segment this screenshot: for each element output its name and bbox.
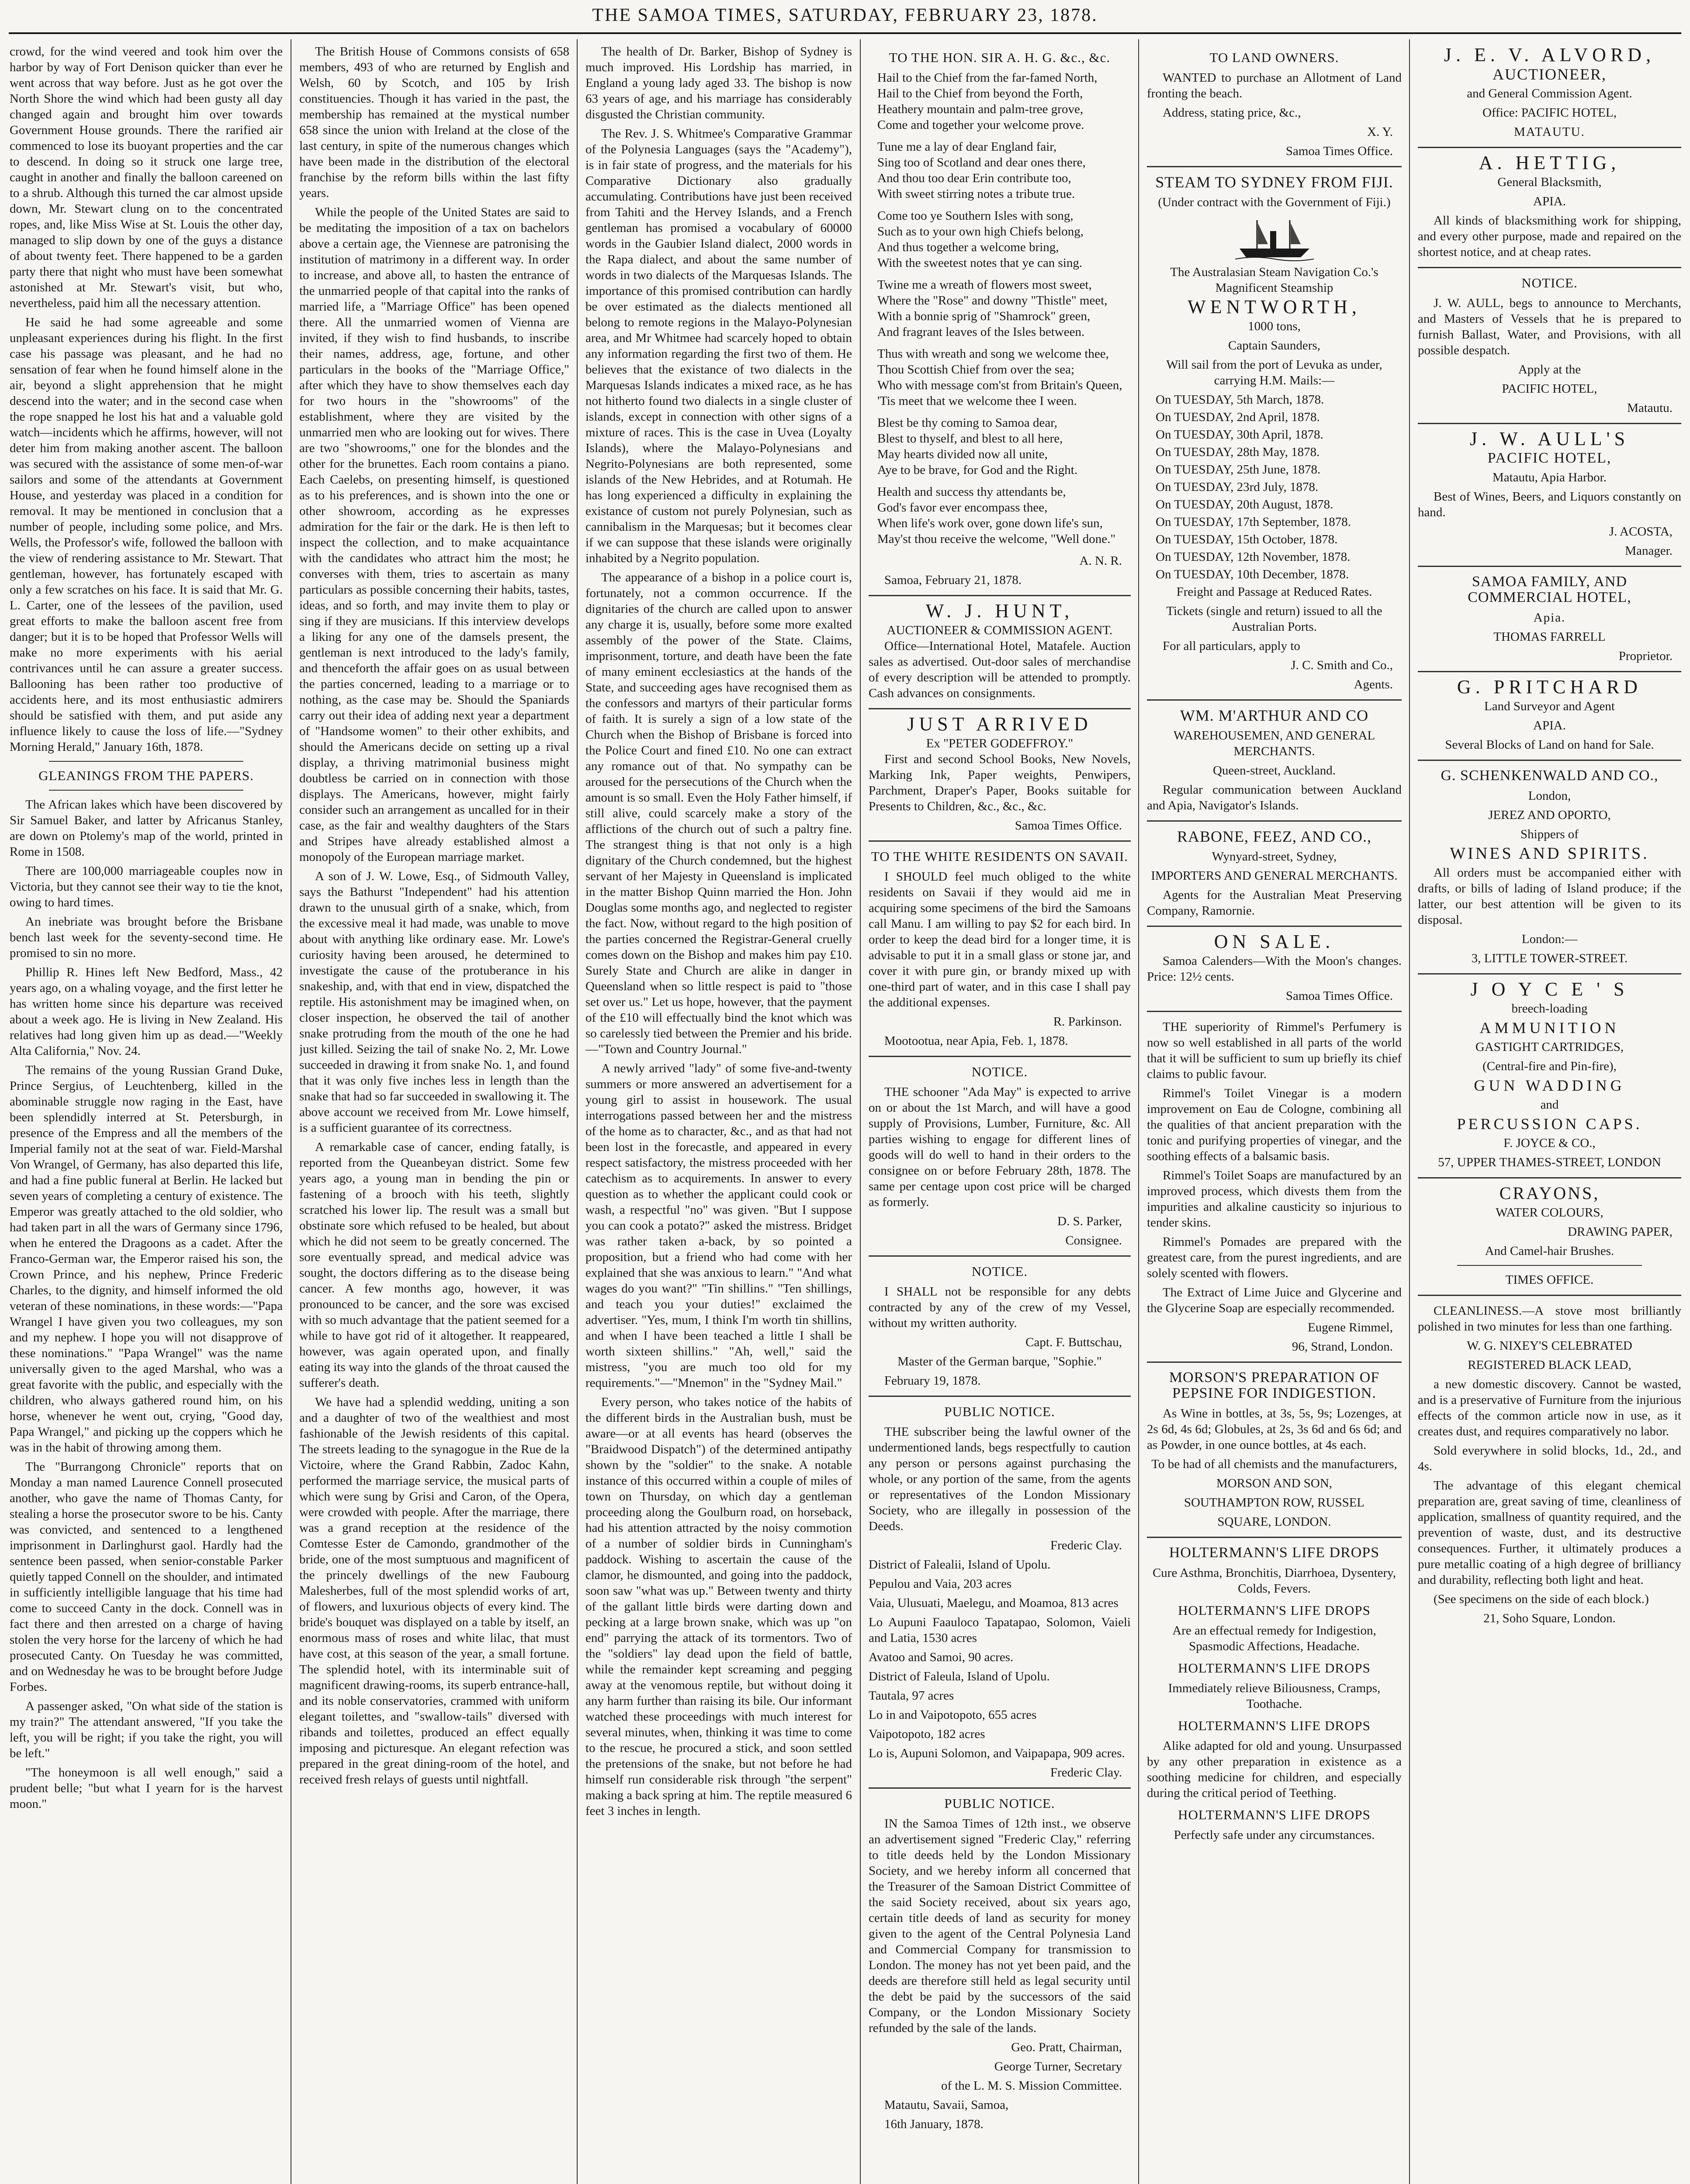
sailing-date: On TUESDAY, 15th October, 1878. [1156, 532, 1338, 546]
land-district: District of Faleula, Island of Upolu. [869, 1669, 1050, 1683]
hettig-ad-subtitle: General Blacksmith, [1497, 175, 1602, 189]
column-1 [10, 44, 283, 2184]
holtermann-ad-body: Are an effectual remedy for Indigestion, Spasmodic Affections, Headache. [1172, 1624, 1376, 1653]
arrived-ad-body: First and second School Books, New Novels, Marking Ink, Paper weights, Penwipers, Parchment, Draper's Paper, Books suitable for Presents to Children, &c., &c., &c. [869, 752, 1131, 813]
steam-ad-title: STEAM TO SYDNEY FROM FIJI. [1155, 173, 1393, 191]
pritchard-ad-title: G. PRITCHARD [1457, 676, 1642, 698]
poem-line: Where the "Rose" and downy "Thistle" meet, [877, 294, 1108, 308]
sailing-date: On TUESDAY, 30th April, 1878. [1156, 428, 1323, 442]
sailing-date: On TUESDAY, 10th December, 1878. [1156, 567, 1349, 581]
divider [1457, 1265, 1642, 1266]
sailing-date: On TUESDAY, 17th September, 1878. [1156, 515, 1351, 529]
waulls-ad-title: J. W. AULL'S [1469, 428, 1630, 449]
waulls-ad-signature: J. ACOSTA, [1609, 525, 1673, 539]
masthead: THE SAMOA TIMES, SATURDAY, FEBRUARY 23, 1878. [592, 5, 1098, 25]
sailing-date: On TUESDAY, 2nd April, 1878. [1156, 410, 1320, 424]
notice-body: I SHALL not be responsible for any debts contracted by any of the crew of my Vessel, without my written authority. [869, 1285, 1131, 1330]
joyce-ad-cartridges: GASTIGHT CARTRIDGES, [1475, 1040, 1624, 1054]
news-item: The "Burrangong Chronicle" reports that on Monday a man named Laurence Connell prosecuted another, who gave the name of Thomas Canty, for stealing a horse the prosecutor swore to be his. Canty was convicted, and sentenced to a lengthened imprisonment in Darlinghurst gaol. Hardly had the sentence been passed, when senior-constable Parker quietly tapped Connell on the shoulder, and intimated in sufficiently intelligible language that his time had come to succeed Canty in the dock. Connell was in fact there and then arrested on a charge of having stolen the very horse for the larceny of which he had prosecuted Canty. On Tuesday he was committed, and on Wednesday he was to be brought before Judge Forbes. [10, 1460, 283, 1694]
waulls-ad-body: Best of Wines, Beers, and Liquors constantly on hand. [1418, 490, 1681, 519]
aull-notice-body: J. W. AULL, begs to announce to Merchants, and Masters of Vessels that he is prepared to furnish Ballast, Water, and Provisions, with all possible despatch. [1418, 296, 1681, 357]
morson-ad-stockists: To be had of all chemists and the manufacturers, [1151, 1457, 1397, 1471]
nixey-ad-intro: CLEANLINESS.—A stove most brilliantly polished in two minutes for less than one farthing. [1418, 1304, 1681, 1334]
land-entry: Vaia, Ulusuati, Maelegu, and Moamoa, 813 acres [869, 1596, 1119, 1610]
steam-agent: J. C. Smith and Co., [1291, 658, 1393, 672]
divider [1147, 926, 1402, 927]
poem-line: With sweet stirring notes a tribute true. [877, 187, 1075, 201]
waulls-ad-place: Matautu, Apia Harbor. [1493, 470, 1607, 484]
hunt-ad-body: Office—International Hotel, Matafele. Auction sales as advertised. Out-door sales of merchandise of every description will be attended to promptly. Cash advances on consignments. [869, 639, 1131, 700]
news-item: There are 100,000 marriageable couples now in Victoria, but they cannot see their way to tie the knot, owing to hard times. [10, 864, 283, 909]
waulls-ad-signature-title: Manager. [1625, 544, 1673, 558]
poem-line: When life's work over, gone down life's sun, [877, 516, 1103, 530]
hettig-ad-title: A. HETTIG, [1479, 152, 1621, 173]
nixey-ad-body: Sold everywhere in solid blocks, 1d., 2d., and 4s. [1418, 1444, 1681, 1473]
aull-notice-hotel: PACIFIC HOTEL, [1502, 382, 1597, 396]
divider [1147, 699, 1402, 701]
schenk-ad-london: London:— [1521, 932, 1578, 946]
poem-line: 'Tis meet that we welcome thee I ween. [877, 394, 1077, 408]
joyce-ad-company: F. JOYCE & CO., [1503, 1136, 1596, 1150]
notice-signature: Capt. F. Buttschau, [1025, 1335, 1122, 1349]
poem-line: God's favor ever encompass thee, [877, 501, 1048, 515]
steam-sailing: Will sail from the port of Levuka as under, carrying H.M. Mails:— [1166, 358, 1382, 387]
pritchard-ad-subtitle: Land Surveyor and Agent [1484, 699, 1615, 713]
poem-line: With a bonnie sprig of "Shamrock" green, [877, 309, 1091, 323]
public-notice-date: 16th January, 1878. [884, 2117, 984, 2131]
divider [1418, 147, 1681, 148]
news-item: An inebriate was brought before the Brisbane bench last week for the seventy-second time. He promised to sin no more. [10, 915, 283, 960]
public-notice-signature: Frederic Clay. [1050, 1766, 1122, 1780]
steam-ad-subtitle: (Under contract with the Government of Fiji.) [1158, 195, 1391, 209]
notice-signature-title: Consignee. [1065, 1234, 1122, 1248]
land-entry: Lo is, Aupuni Solomon, and Vaipapapa, 909 acres. [869, 1746, 1125, 1760]
poem-date: Samoa, February 21, 1878. [884, 573, 1022, 587]
crayons-ad-title: CRAYONS, [1499, 1183, 1600, 1203]
land-entry: Vaipotopoto, 182 acres [869, 1727, 985, 1741]
morson-ad-title: MORSON'S PREPARATION OF PEPSINE FOR INDIGESTION. [1169, 1369, 1380, 1401]
news-item: While the people of the United States are said to be meditating the imposition of a tax on bachelors above a certain age, the Viennese are patronising the institution of matrimony in a different way. In order to increase, and above all, to hasten the entrance of the unmarried people of that capital into the ranks of married life, a "Marriage Office" has been opened there. All the unmarried women of Vienna are invited, if they wish to find husbands, to inscribe their names, address, age, fortune, and other particulars in the books of the "Marriage Office," after which they have to show themselves each day for two hours in the "showrooms" of the establishment, where they are visited by the unmarried men who are looking out for wives. There are two "showrooms," one for the blondes and the other for the brunettes. Each room contains a piano. Each Caelebs, on presenting himself, is questioned as to his preferences, and is shown into the one or other showroom, according as he expresses admiration for the fair or the dark. He is then left to inspect the collection, and to make acquaintance with the candidates who attract him the most; he converses with them, tries to ascertain as many particulars as possible concerning their habits, tastes, ideas, and so forth, and may invite them to play or sing if they are musicians. If this interview develops a liking for any one of the damsels present, the gentleman is next introduced to the lady's family, and thenceforth the affair goes on as usual between the parties concerned, leading to a marriage or to nothing, as the case may be. Should the Spaniards carry out their idea of adding next year a department of "Handsome women" to their other exhibits, and should the Americans decide on setting up a rival display, a thriving matrimonial business might doubtless be carried on in connection with those displays. The Americans, however, might fairly consider such an arrangement as uncalled for in their case, as the fair and wealthy daughters of the Stars and Stripes have already established almost a monopoly of the European marriage market. [299, 205, 569, 864]
news-item: A remarkable case of cancer, ending fatally, is reported from the Queanbeyan district. Some few years ago, a young man in bending the pin or fastening of a brooch with his teeth, slightly scratched his lower lip. The result was a small but obstinate sore which refused to be healed, but about which he did not seem to be greatly concerned. The sore eventually spread, and medical advice was sought, the doctors differing as to the disease being cancer. A few months ago, however, it was pronounced to be cancer, and the sore was excised with so much advantage that the patient seemed for a while to have got rid of it altogether. It reappeared, however, was again operated upon, and finally eating its way into the glands of the throat caused the sufferer's death. [299, 1140, 569, 1390]
news-item: The British House of Commons consists of 658 members, 493 of who are returned by English and Welsh, 60 by Scotch, and 105 by Irish constituencies. Though it has varied in the past, the membership has remained at the mystical number 658 since the union with Ireland at the close of the last century, in spite of the numerous changes which have been made in the distribution of the electoral franchise by the reform bills within the last fifty years. [299, 45, 569, 200]
poem-heading: TO THE HON. SIR A. H. G. &c., &c. [889, 50, 1111, 65]
sailing-date: On TUESDAY, 12th November, 1878. [1156, 550, 1351, 564]
hunt-ad-subtitle: AUCTIONEER & COMMISSION AGENT. [887, 623, 1113, 637]
poem-line: Blest be thy coming to Samoa dear, [877, 416, 1058, 430]
savaii-heading: TO THE WHITE RESIDENTS ON SAVAII. [871, 849, 1129, 864]
rimmel-ad-address: 96, Strand, London. [1292, 1340, 1393, 1354]
joyce-ad-title: J O Y C E ' S [1470, 978, 1629, 1000]
joyce-ad-wadding: GUN WADDING [1474, 1077, 1625, 1094]
holtermann-ad-body: Immediately relieve Biliousness, Cramps, Toothache. [1168, 1681, 1381, 1711]
divider [1418, 1177, 1681, 1178]
divider [1147, 1362, 1402, 1363]
divider [869, 708, 1131, 709]
schenk-ad-address: 3, LITTLE TOWER-STREET. [1471, 951, 1628, 965]
family-hotel-owner: THOMAS FARRELL [1493, 630, 1606, 644]
arrived-ad-title: JUST ARRIVED [907, 713, 1092, 735]
poem-line: And thus together a welcome bring, [877, 240, 1059, 254]
column-6 [1418, 44, 1681, 2184]
nixey-ad-title: W. G. NIXEY'S CELEBRATED [1467, 1339, 1632, 1353]
alvord-ad-subtitle: AUCTIONEER, [1493, 66, 1607, 83]
joyce-ad-fire: (Central-fire and Pin-fire), [1482, 1059, 1617, 1073]
arthur-ad-address: Queen-street, Auckland. [1212, 764, 1336, 778]
notice-heading: NOTICE. [971, 1264, 1028, 1279]
holtermann-ad-title: HOLTERMANN'S LIFE DROPS [1178, 1807, 1371, 1822]
land-entry: Tautala, 97 acres [869, 1689, 954, 1703]
land-entry: Lo in and Vaipotopoto, 655 acres [869, 1708, 1037, 1722]
column-divider [1138, 39, 1139, 2184]
family-hotel-title: SAMOA FAMILY, AND COMMERCIAL HOTEL, [1468, 574, 1631, 605]
news-item: A newly arrived "lady" of some five-and-twenty summers or more answered an advertisement for a young girl to assist in housework. The usual interrogations passed between her and the mistress of the home as to character, &c., and as that had not been lost in the forecastle, and appeared in every respect satisfactory, the mistress proceeded with her catechism as to acquirements. In answer to every question as to whether the applicant could cook or wash, a respectful "no" was given. "But I suppose you can cook a potato?" asked the mistress. Bridget was rather taken a-back, by so pointed a proposition, but a friend who had come with her explained that she was anxious to learn." "And what wages do you want?" "Tin shillins." "Ten shillings, and teach you your duties!" exclaimed the advertiser. "Yes, mum, I think I'm worth tin shillins, and when I have been teached a little I shall be worth sixteen shillins." "Ah, well," said the mistress, "you are much too old for my requirements."—"Mnemon" in the "Sydney Mail." [585, 1061, 852, 1390]
public-notice-heading: PUBLIC NOTICE. [944, 1404, 1055, 1419]
pritchard-ad-place: APIA. [1533, 719, 1566, 733]
sailing-date: On TUESDAY, 5th March, 1878. [1156, 393, 1324, 407]
divider [1147, 166, 1402, 167]
land-ad-address: Address, stating price, &c., [1163, 106, 1301, 120]
column-2 [299, 44, 569, 2184]
poem-line: Blest to thyself, and blest to all here, [877, 432, 1063, 446]
hunt-ad-title: W. J. HUNT, [925, 600, 1074, 622]
notice-body: THE schooner "Ada May" is expected to arrive on or about the 1st March, and will have a good supply of Provisions, Lumber, Furniture, &c. All parties wishing to engage for different lines of goods will do well to hand in their orders to the consignee on or before February 28th, 1878. The same per centage upon cost price will be charged as formerly. [869, 1085, 1131, 1209]
poem-line: With the sweetest notes that ye can sing. [877, 256, 1083, 270]
poem-line: Such as to your own high Chiefs belong, [877, 225, 1084, 238]
divider [1147, 820, 1402, 822]
notice-date: February 19, 1878. [884, 1374, 981, 1388]
crayons-ad-source: TIMES OFFICE. [1505, 1273, 1594, 1287]
divider [869, 1787, 1131, 1789]
sailing-date: On TUESDAY, 28th May, 1878. [1156, 445, 1320, 459]
poem-line: Health and success thy attendants be, [877, 485, 1066, 499]
nixey-ad-body: The advantage of this elegant chemical preparation are, great saving of time, cleanliness of application, smallness of quantity required, and the prevention of waste, dust, and its destructive consequences. Further, it ultimately produces a pure metallic coating of a high degree of brilliancy and durability, reflecting both light and heat. [1418, 1479, 1681, 1587]
public-notice-heading: PUBLIC NOTICE. [944, 1796, 1055, 1811]
alvord-ad-place: MATAUTU. [1514, 125, 1585, 139]
poem-stanza [869, 208, 1131, 271]
poem-stanza [869, 484, 1131, 547]
column-divider [1409, 39, 1410, 2184]
divider [1418, 423, 1681, 424]
poem-line: May hearts divided now all unite, [877, 447, 1048, 461]
holtermann-ad-title: HOLTERMANN'S LIFE DROPS [1178, 1660, 1371, 1676]
divider [1418, 1295, 1681, 1296]
poem-stanza [869, 415, 1131, 478]
hettig-ad-body: All kinds of blacksmithing work for shipping, and every other purpose, made and repaired on the shortest notice, and at cheap rates. [1418, 214, 1681, 259]
joyce-ad-and: and [1540, 1098, 1559, 1112]
notice-heading: NOTICE. [1521, 275, 1578, 290]
nixey-ad-note: (See specimens on the side of each block.) [1434, 1592, 1649, 1606]
divider [869, 1255, 1131, 1257]
morson-ad-body: As Wine in bottles, at 3s, 5s, 9s; Lozenges, at 2s 6d, 4s 6d; Globules, at 2s, 3s 6d and 6s 6d; and as Powder, in one ounce bottles, at 4s each. [1147, 1406, 1402, 1452]
public-notice-signature: Frederic Clay. [1050, 1538, 1122, 1552]
news-item: Phillip R. Hines left New Bedford, Mass., 42 years ago, on a whaling voyage, and the first letter he has written home since his departure was received about a week ago. He is living in New Zealand. His relatives had long given him up as dead.—"Weekly Alta California," Nov. 24. [10, 965, 283, 1058]
steam-freight: Freight and Passage at Reduced Rates. [1176, 585, 1372, 599]
sale-ad-body: Samoa Calenders—With the Moon's changes. Price: 12½ cents. [1147, 954, 1402, 984]
steam-agents-label: Agents. [1354, 677, 1393, 691]
alvord-ad-title: J. E. V. ALVORD, [1444, 44, 1655, 66]
poem-line: Twine me a wreath of flowers most sweet, [877, 278, 1092, 292]
joyce-ad-caps: PERCUSSION CAPS. [1457, 1115, 1642, 1133]
holtermann-ad-title: HOLTERMANN'S LIFE DROPS [1169, 1545, 1380, 1561]
poem-line: And thou too dear Erin contribute too, [877, 171, 1071, 185]
divider [49, 761, 243, 762]
rimmel-ad-body: Rimmel's Toilet Vinegar is a modern improvement on Eau de Cologne, combining all the qualities of that ancient preparation with the tonic and purifying properties of vinegar, and the soothing effects of a balsamic basis. [1147, 1086, 1402, 1163]
land-ad-heading: TO LAND OWNERS. [1209, 50, 1339, 65]
public-notice-signature: Geo. Pratt, Chairman, [1011, 2040, 1122, 2054]
alvord-ad-office: Office: PACIFIC HOTEL, [1482, 106, 1617, 120]
pritchard-ad-body: Several Blocks of Land on hand for Sale. [1445, 738, 1654, 752]
steamship-icon [1235, 214, 1314, 262]
arrived-ad-subtitle: Ex "PETER GODEFFROY." [926, 736, 1074, 750]
schenk-ad-shippers: Shippers of [1520, 827, 1579, 841]
rimmel-ad-body: Rimmel's Pomades are prepared with the greatest care, from the purest ingredients, and are solely scented with flowers. [1147, 1235, 1402, 1280]
poem-stanza [869, 277, 1131, 340]
notice-heading: NOTICE. [971, 1064, 1028, 1079]
land-entry: Lo Aupuni Faauloco Tapatapao, Solomon, Vaieli and Latia, 1530 acres [869, 1615, 1131, 1645]
land-entry: Pepulou and Vaia, 203 acres [869, 1577, 1012, 1591]
morson-ad-address: SOUTHAMPTON ROW, RUSSEL [1184, 1496, 1365, 1510]
rabone-ad-address: Wynyard-street, Sydney, [1212, 850, 1337, 864]
divider [869, 1056, 1131, 1057]
crayons-ad-item: WATER COLOURS, [1496, 1206, 1603, 1220]
sale-ad-title: ON SALE. [1214, 931, 1335, 952]
column-divider [577, 39, 578, 2184]
sailing-date: On TUESDAY, 23rd July, 1878. [1156, 480, 1319, 494]
news-item: Every person, who takes notice of the habits of the different birds in the Australian bush, must be aware—or at all events has heard (observes the "Braidwood Dispatch") of the determined antipathy shown by the "soldier" to the snake. A notable instance of this occurred within a couple of miles of town on Thursday, on which day a gentleman proceeding along the Goulburn road, on horseback, had his attention attracted by the noisy commotion of a number of soldier birds in Cunningham's paddock. Wishing to ascertain the cause of the clamor, he dismounted, and going into the paddock, soon saw "what was up." Between twenty and thirty of the gallant little birds were darting down and pecking at a large brown snake, which was up "on end" parrying the attack of its tormentors. Two of the "soldiers" lay dead upon the field of battle, while the remainder kept screaming and pegging away at the venomous reptile, but without doing it any harm further than raising its bile. Our informant watched these proceedings with much interest for several minutes, when, thinking it was time to come to the rescue, he procured a stick, and soon settled the pretensions of the snake, but not before he had himself run considerable risk through "the serpent" making a back spring at him. The reptile measured 6 feet 3 inches in length. [585, 1395, 852, 1818]
divider [1418, 267, 1681, 268]
schenk-ad-subtitle: JEREZ AND OPORTO, [1488, 808, 1611, 822]
arthur-ad-body: Regular communication between Auckland and Apia, Navigator's Islands. [1147, 783, 1402, 812]
poem-line: Thou Scottish Chief from over the sea; [877, 363, 1075, 377]
poem-line: Come too ye Southern Isles with song, [877, 209, 1074, 223]
arrived-ad-signature: Samoa Times Office. [1015, 819, 1122, 833]
column-5 [1147, 44, 1402, 2184]
aull-notice-place: Matautu. [1627, 401, 1673, 415]
morson-ad-address: SQUARE, LONDON. [1217, 1515, 1331, 1529]
public-notice-place: Matautu, Savaii, Samoa, [884, 2098, 1009, 2112]
poem-line: Thus with wreath and song we welcome thee, [877, 347, 1109, 361]
holtermann-ad-body: Alike adapted for old and young. Unsurpassed by any other preparation in existence as a soothing medicine for children, and especially during the critical period of Teething. [1147, 1739, 1402, 1800]
schenk-ad-title: G. SCHENKENWALD AND CO., [1441, 767, 1659, 784]
steam-company: The Australasian Steam Navigation Co.'s Magnificent Steamship [1170, 265, 1378, 295]
schenk-ad-goods: WINES AND SPIRITS. [1450, 844, 1649, 863]
divider [49, 790, 243, 791]
public-notice-body: THE subscriber being the lawful owner of the undermentioned lands, begs respectfully to caution any person or persons against purchasing the whole, or any portion of the same, from the agents or representatives of the London Missionary Society, who are illegally in possession of the Deeds. [869, 1425, 1131, 1533]
public-notice-signature: of the L. M. S. Mission Committee. [941, 2079, 1122, 2093]
waulls-ad-subtitle: PACIFIC HOTEL, [1487, 450, 1612, 466]
rimmel-ad-body: Rimmel's Toilet Soaps are manufactured by an improved process, which divests them from the impurities and alkaline causticity so injurious to tender skins. [1147, 1168, 1402, 1230]
land-entry: Avatoo and Samoi, 90 acres. [869, 1650, 1014, 1664]
column-3 [585, 44, 852, 2184]
divider [1418, 566, 1681, 567]
poem-line: Hail to the Chief from the far-famed North, [877, 71, 1098, 85]
joyce-ad-address: 57, UPPER THAMES-STREET, LONDON [1438, 1155, 1661, 1169]
rimmel-ad-body: The Extract of Lime Juice and Glycerine and the Glycerine Soap are especially recommended. [1147, 1286, 1402, 1315]
aull-notice-apply: Apply at the [1518, 363, 1581, 377]
poem-line: Heathery mountain and palm-tree grove, [877, 102, 1084, 116]
notice-signature-title: Master of the German barque, "Sophie." [897, 1355, 1102, 1368]
public-notice-signature: George Turner, Secretary [994, 2060, 1122, 2073]
sailing-date: On TUESDAY, 20th August, 1878. [1156, 498, 1333, 511]
nixey-ad-subtitle: REGISTERED BLACK LEAD, [1468, 1358, 1631, 1372]
news-item: The Rev. J. S. Whitmee's Comparative Grammar of the Polynesia Languages (says the "Academy"), is in fair state of progress, and the materials for his Comparative Dictionary also gradually accumulating. Contributions have just been received from Tahiti and the Hervey Islands, and a French gentleman has promised a vocabulary of 60000 words in the Gaubier Island dialect, 2000 words in the Rapa dialect, and about the same number of words in two dialects of the Marquesas Islands. The importance of this promised contribution can hardly be over estimated as the dialects mentioned all belong to remote regions in the Malayo-Polynesian area, and Mr Whitmee had scarcely hoped to obtain any information regarding the first two of them. He believes that the existance of two dialects in the Marquesas Islands indicates a mixed race, as he has not hitherto found two dialects in a single cluster of islands, except in connection with other signs of a mixture of races. This is the case in Uvea (Loyalty Islands), where the Malayo-Polynesians and Negrito-Polynesians are both represented, some islands of the New Hebrides, and at Rotumah. He has long experienced a difficulty in explaining the existance of custom not purely Polynesian, such as cannibalism in the Marquesas; but it becomes clear if we can suppose that these islands were originally inhabited by a Negrito population. [585, 127, 852, 565]
masthead-rule [9, 32, 1681, 34]
schenk-ad-city: London, [1528, 789, 1571, 803]
holtermann-ad-body: Perfectly safe under any circumstances. [1174, 1828, 1375, 1842]
poem-line: Come and together your welcome prove. [877, 118, 1084, 132]
steam-tons: 1000 tons, [1248, 319, 1301, 333]
poem-signature: A. N. R. [1079, 554, 1122, 568]
poem-line: Tune me a lay of dear England fair, [877, 140, 1057, 154]
divider [869, 840, 1131, 842]
balloon-paragraph: crowd, for the wind veered and took him over the harbor by way of Fort Denison quicker than ever he went across that way before. Just as he got over the North Shore the wind which had been gusty all day changed again and brought him over towards Government House grounds. There the rarified air commenced to lose its buoyant properties and the car to descend. In doing so it struck one large tree, caught in another and finally the balloon careened on to a shrub. Although this turned the car almost upside down, Mr. Stewart clung on to the concentrated ropes, and, like Miss Wise at St. Louis the other day, managed to slip down by one of the guys a distance of about twenty feet. There happened to be a garden party there that night who must have been somewhat astonished at Mr. Stewart's visit, but who, nevertheless, paid him all the necessary attention. [10, 45, 283, 310]
steam-apply: For all particulars, apply to [1163, 639, 1300, 653]
divider [869, 595, 1131, 596]
poem-line: Aye to be brave, for God and the Right. [877, 463, 1077, 477]
news-item: The remains of the young Russian Grand Duke, Prince Sergius, of Leuchtenberg, killed in the abominable struggle now raging in the East, have been splendidly interred at St. Petersburgh, in presence of the Empress and all the members of the Imperial family not at the seat of war. Field-Marshal Von Wrangel, of Germany, has also departed this life, and had a fine public funeral at Berlin. He lacked but seven years of completing a century of existence. The Emperor was greatly attached to the old soldier, who had taken part in all the wars of Germany since 1796, when he entered the Dragoons as a cadet. After the Franco-German war, the Emperor raised his son, the Crown Prince, and his nephew, Prince Frederic Charles, to the dignity, and himself informed the old veteran of these nominations, in these words:—"Papa Wrangel I have given you two colleagues, my son and my nephew. I hope you will not disapprove of these nominations." "Papa Wrangel" was the name universally given to the aged Marshal, who was a great favorite with the public, and especially with the children, who always gathered round him, on his horse, whenever he went out, crying, "Good day, Papa Wrangel," and picking up the coppers which he was in the habit of throwing among them. [10, 1063, 283, 1455]
divider [869, 1396, 1131, 1397]
steam-captain: Captain Saunders, [1228, 339, 1320, 352]
sale-ad-signature: Samoa Times Office. [1285, 989, 1393, 1003]
rabone-ad-title: RABONE, FEEZ, AND CO., [1177, 828, 1372, 845]
sailing-dates [1147, 392, 1402, 582]
morson-ad-name: MORSON AND SON, [1216, 1476, 1333, 1490]
poem-line: Hail to the Chief from beyond the Forth, [877, 86, 1083, 100]
savaii-place: Mootootua, near Apia, Feb. 1, 1878. [884, 1034, 1068, 1048]
hettig-ad-place: APIA. [1533, 194, 1566, 208]
nixey-ad-body: a new domestic discovery. Cannot be wasted, and is a preservative of Furniture from the injurious effects of the common article now in use, as it creates dust, and requires comparatively no labor. [1418, 1377, 1681, 1438]
news-item: The appearance of a bishop in a police court is, fortunately, not a common occurrence. If the dignitaries of the church are called upon to answer any charge it is, usually, before some more exalted assembly of the power of the State. Claims, imprisonment, torture, and death have been the fate of many eminent ecclesiastics at the hands of the State, and succeeding ages have recognised them as the confessors and martyrs of their particular forms of faith. It is surely a sign of a low state of the Church when the Bishop of Brisbane is forced into the Police Court and fined £10. No one can extract any romance out of that. No sympathy can be aroused for the persecutions of the Church when the amount is so small. Even the Holy Father himself, if still alive, could scarcely make a story of the afflictions of the church out of such a paltry fine. The strangest thing is that not only is a high dignitary of the Church condemned, but the highest servant of her Majesty in Queensland is implicated in the matter Bishop Quinn married the Hon. John Douglas some months ago, and neglected to register the fact. Now, without regard to the high position of the parties concerned the Registrar-General cruelly comes down on the Bishop and makes him pay £10. Surely State and Church are alike in danger in Queensland when so little respect is paid to "those set over us." Let us hope, however, that the payment of the £10 will effectually bind the knot which was so carelessly tied between the Premier and his bride.—"Town and Country Journal." [585, 570, 852, 1056]
crayons-ad-item: DRAWING PAPER, [1568, 1225, 1673, 1239]
savaii-body: I SHOULD feel much obliged to the white residents on Savaii if they would aid me in acquiring some specimens of the bird the Samoans call Manu. I am willing to pay $2 for each bird. In order to keep the dead bird for a longer time, it is advisable to put it in a small glass or stone jar, and cover it with pure gin, or brandy mixed up with one-third part of water, and in this case I shall pay the additional expenses. [869, 870, 1131, 1009]
arthur-ad-title: WM. M'ARTHUR AND CO [1180, 707, 1369, 724]
column-divider [860, 39, 861, 2184]
poem-stanza [869, 70, 1131, 133]
news-item: A son of J. W. Lowe, Esq., of Sidmouth Valley, says the Bathurst "Independent" had his attention drawn to the unusual girth of a snake, which, from the excessive meal it had made, was unable to move about with anything like ordinary ease. Mr. Lowe's curiosity having been aroused, he determined to investigate the cause of the protuberance in his snakeship, and, with that end in view, dispatched the reptile. His astonishment may be imagined when, on closer inspection, he observed the tail of another snake protruding from the mouth of the one he had just killed. Seizing the tail of snake No. 2, Mr. Lowe succeeded in drawing it from snake No. 1, and found that it was only five inches less in length than the snake that had so far succeeded in swallowing it. The above account we received from Mr. Lowe himself, is a sufficient guarantee of its correctness. [299, 869, 569, 1135]
news-item: A passenger asked, "On what side of the station is my train?" The attendant answered, "If you take the left, you will be right; if you take the right, you will be left." [10, 1699, 283, 1760]
holtermann-ad-title: HOLTERMANN'S LIFE DROPS [1178, 1718, 1371, 1733]
land-ad-body: WANTED to purchase an Allotment of Land fronting the beach. [1147, 71, 1402, 100]
public-notice-body: IN the Samoa Times of 12th inst., we observe an advertisement signed "Frederic Clay," referring to title deeds held by the London Missionary Society, and we hereby inform all concerned that the Treasurer of the Samoan District Committee of the said Society received, about six years ago, certain title deeds of land as security for money given to the agent of the Central Polynesia Land and Commercial Company for transmission to London. The money has not yet been paid, and the deeds are therefore still held as legal security until the debt be paid by the successors of the said Company, or the London Missionary Society refunded by the sale of the lands. [869, 1817, 1131, 2035]
crayons-ad-item: And Camel-hair Brushes. [1485, 1244, 1614, 1258]
news-item: "The honeymoon is all well enough," said a prudent belle; "but what I yearn for is the harvest moon." [10, 1766, 283, 1811]
rabone-ad-subtitle: IMPORTERS AND GENERAL MERCHANTS. [1151, 869, 1398, 883]
balloon-paragraph: He said he had some agreeable and some unpleasant experiences during his flight. In the first case his passage was pleasant, and he had no sensation of fear when he found himself alone in the air, beyond a slight apprehension that he might descend into the water; and in the second case when the rope snapped he lost his hat and a valuable gold watch—incidents which he affirms, however, will not deter him from making another ascent. The balloon was secured with the assistance of some men-of-war sailors and some of the attendants at Government House, and yesterday was placed in a condition for removal. It may be mentioned in conclusion that a number of people, including some police, and Mrs. Wells, the Professor's wife, followed the balloon with the view of rendering assistance to Mr. Stewart. That gentleman, however, has fortunately escaped with only a few scratches on his face. It is said that Mr. G. L. Carter, one of the lessees of the pavilion, used great efforts to make the balloon ascent free from danger; but it is to be hoped that Professor Wells will make no more experiments with his aerial contrivances until he can assure a greater success. Ballooning has been rather too productive of accidents here, and its most enthusiastic admirers should be satisfied with them, and put aside any influence likely to cause the loss of life.—"Sydney Morning Herald," January 16th, 1878. [10, 315, 283, 754]
family-hotel-proprietor: Proprietor. [1618, 649, 1673, 663]
rimmel-ad-body: THE superiority of Rimmel's Perfumery is now so well established in all parts of the world that it will be sufficient to sum up briefly its chief claims to public favour. [1147, 1020, 1402, 1081]
holtermann-ad-body: Cure Asthma, Bronchitis, Diarrhoea, Dysentery, Colds, Fevers. [1152, 1566, 1396, 1596]
nixey-ad-address: 21, Soho Square, London. [1483, 1611, 1616, 1625]
rabone-ad-body: Agents for the Australian Meat Preserving Company, Ramornie. [1147, 888, 1402, 918]
sailing-date: On TUESDAY, 25th June, 1878. [1156, 463, 1321, 477]
land-ad-signature: Samoa Times Office. [1285, 144, 1393, 158]
steam-tickets: Tickets (single and return) issued to all the Australian Ports. [1166, 604, 1382, 634]
land-ad-initials: X. Y. [1367, 125, 1393, 139]
notice-signature: D. S. Parker, [1057, 1214, 1122, 1228]
divider [1418, 671, 1681, 672]
schenk-ad-body: All orders must be accompanied either with drafts, or bills of lading of Island produce; if the latter, our best attention will be given to its disposal. [1418, 866, 1681, 927]
joyce-ad-ammunition: AMMUNITION [1479, 1019, 1620, 1037]
divider [1418, 973, 1681, 975]
poem-line: Who with message com'st from Britain's Queen, [877, 378, 1122, 392]
section-heading: GLEANINGS FROM THE PAPERS. [38, 768, 254, 783]
column-4 [869, 44, 1131, 2184]
joyce-ad-subtitle: breech-loading [1511, 1002, 1588, 1016]
news-item: The health of Dr. Barker, Bishop of Sydney is much improved. His Lordship has married, in England a young lady aged 33. The bishop is now 63 years of age, and his marriage has considerably disgusted the Christian community. [585, 45, 852, 121]
poem-line: May'st thou receive the welcome, "Well done." [877, 532, 1116, 546]
poem-stanza [869, 346, 1131, 409]
rimmel-ad-signature: Eugene Rimmel, [1308, 1320, 1393, 1334]
savaii-signature: R. Parkinson. [1053, 1015, 1122, 1029]
holtermann-ad-title: HOLTERMANN'S LIFE DROPS [1178, 1603, 1371, 1618]
poem-line: And fragrant leaves of the Isles between. [877, 325, 1085, 339]
divider [1147, 1537, 1402, 1538]
poem-stanza [869, 139, 1131, 202]
news-item: We have had a splendid wedding, uniting a son and a daughter of two of the wealthiest and most fashionable of the Jewish residents of this capital. The streets leading to the synagogue in the Rue de la Victoire, where the Grand Rabbin, Zadoc Kahn, performed the marriage service, the musical parts of which were sung by Grisi and Caron, of the Opera, were crowded with people. After the marriage, there was a grand reception at the residence of the Comtesse Ester de Camondo, grandmother of the bride, one of the most sumptuous and magnificent of the princely dwellings of the new Faubourg Malesherbes, full of the most splendid works of art, of flowers, and luxurious objects of every kind. The bride's bouquet was displayed on a table by itself, an enormous mass of roses and white lilac, that must have cost, at this season of the year, a small fortune. The splendid hotel, with its interminable suit of magnificent drawing-rooms, its superb entrance-hall, and its noble conservatories, crammed with uniform elegant toilettes, and "swallow-tails" diversed with ribands and toilettes, produced an effect equally imposing and picturesque. An elegant refection was prepared in the great dining-room of the hotel, and received fresh relays of guests until nightfall. [299, 1395, 569, 1787]
poem-line: Sing too of Scotland and dear ones there, [877, 156, 1086, 169]
divider [1147, 1011, 1402, 1012]
divider [1418, 760, 1681, 761]
land-district: District of Falealii, Island of Upolu. [869, 1558, 1051, 1572]
arthur-ad-subtitle: WAREHOUSEMEN, AND GENERAL MERCHANTS. [1173, 729, 1375, 758]
news-item: The African lakes which have been discovered by Sir Samuel Baker, and latter by Africanus Stanley, are down on Ptolemy's map of the world, printed in Rome in 1508. [10, 798, 283, 859]
family-hotel-place: Apia. [1533, 611, 1566, 625]
alvord-ad-subtitle: and General Commission Agent. [1467, 86, 1632, 100]
steam-ship-name: WENTWORTH, [1188, 296, 1361, 318]
